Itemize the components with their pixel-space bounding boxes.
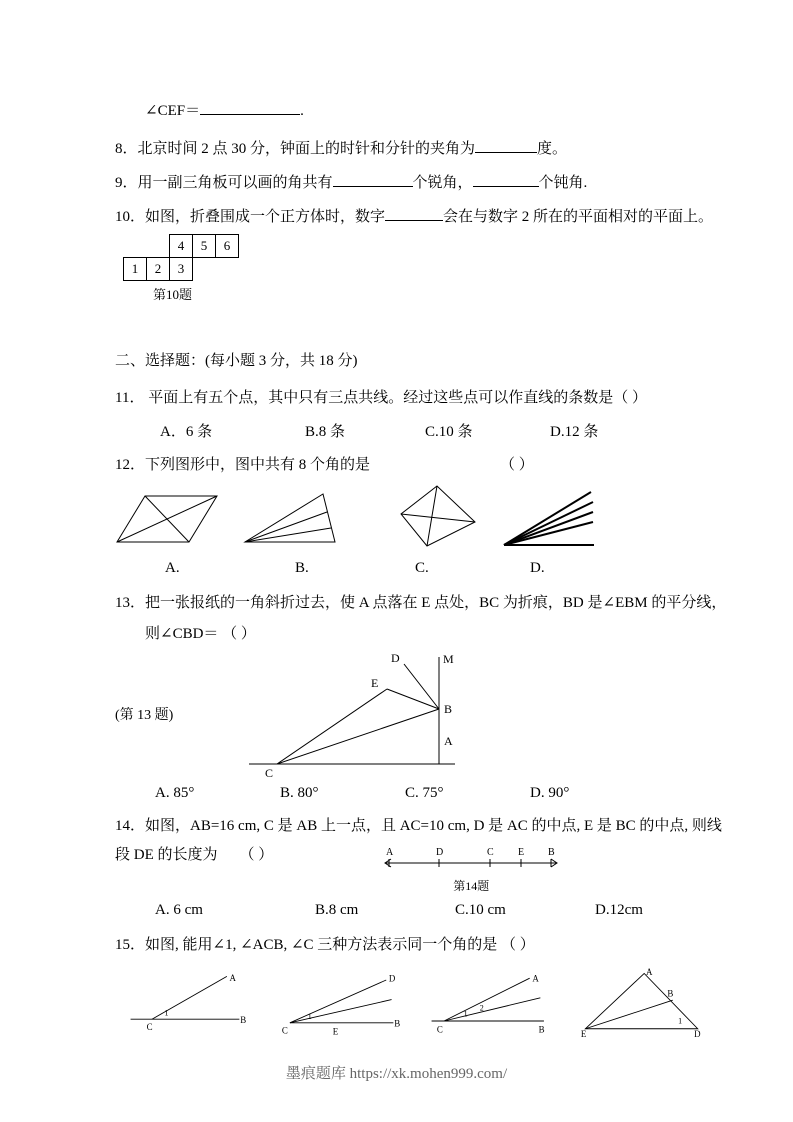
q10-figure-caption: 第10题 bbox=[153, 287, 193, 302]
q13-figure-caption: (第 13 题) bbox=[115, 708, 174, 723]
q14-option-b: B.8 cm bbox=[315, 902, 359, 918]
q15b-point-below: E bbox=[333, 1026, 339, 1037]
q7-period: . bbox=[300, 103, 304, 119]
q12-label-a: A. bbox=[165, 560, 180, 576]
q9-text-post: 个钝角. bbox=[538, 175, 588, 191]
q15d-angle-1: 1 bbox=[678, 1016, 683, 1026]
question-14-line2 bbox=[115, 845, 273, 866]
q9-text: 9．用一副三角板可以画的角共有 bbox=[115, 175, 333, 191]
net-cell-5: 5 bbox=[192, 234, 216, 258]
q9-answer-blank-1[interactable] bbox=[333, 172, 413, 187]
question-14-line1: 14．如图，AB=16 cm, C 是 AB 上一点，且 AC=10 cm, D 是 AC 的中点, E 是 BC 的中点, 则线 bbox=[115, 818, 722, 834]
q13-options bbox=[115, 785, 705, 802]
net-cell-2: 2 bbox=[146, 257, 170, 281]
q15a-point-vertex: C bbox=[146, 1021, 153, 1032]
q12-label-d: D. bbox=[530, 560, 545, 576]
q15b-point-vertex: C bbox=[282, 1025, 289, 1036]
cube-net-top-row bbox=[169, 234, 705, 258]
q14-text: 段 DE 的长度为 bbox=[115, 847, 218, 863]
q10-text: 10．如图，折叠围成一个正方体时，数字 bbox=[115, 209, 386, 225]
q15-figure-option-c bbox=[428, 967, 548, 1042]
net-cell-1: 1 bbox=[123, 257, 147, 281]
q11-option-b: B.8 条 bbox=[305, 424, 346, 440]
q15-figure-option-a bbox=[127, 967, 247, 1042]
q12-figure-d-ray-fan bbox=[501, 488, 597, 550]
q11-option-c: C.10 条 bbox=[425, 424, 473, 440]
q15d-point-right: D bbox=[694, 1028, 701, 1039]
q14-point-e: E bbox=[518, 847, 525, 858]
q8-text-post: 度。 bbox=[537, 141, 568, 157]
q14-point-a: A bbox=[386, 847, 394, 858]
q9-answer-blank-2[interactable] bbox=[473, 172, 539, 187]
q13-figure-row bbox=[115, 649, 705, 779]
q14-point-c: C bbox=[487, 847, 494, 858]
q15c-angle-2: 2 bbox=[479, 1003, 484, 1013]
question-7-blank-line bbox=[145, 100, 705, 122]
q12-figures bbox=[115, 484, 705, 550]
q12-figure-labels bbox=[115, 560, 705, 577]
q15a-angle-1: 1 bbox=[164, 1008, 169, 1018]
q14-point-d: D bbox=[436, 847, 444, 858]
q13-point-c: C bbox=[265, 766, 274, 779]
q14-option-d: D.12cm bbox=[595, 902, 643, 918]
q9-text-mid: 个锐角， bbox=[412, 175, 473, 191]
q11-option-a: A．6 条 bbox=[160, 424, 213, 440]
q15-figures bbox=[127, 962, 705, 1042]
question-12 bbox=[115, 455, 705, 476]
q15d-point-apex: A bbox=[646, 967, 653, 978]
net-cell-4: 4 bbox=[169, 234, 193, 258]
q14-option-a: A. 6 cm bbox=[155, 902, 203, 918]
q13-folded-paper-figure bbox=[239, 649, 479, 779]
q15c-point-right: B bbox=[538, 1024, 545, 1035]
q15-figure-option-b bbox=[281, 967, 401, 1042]
q13-option-b: B. 80° bbox=[280, 785, 319, 801]
q15a-point-top: A bbox=[229, 972, 236, 983]
q13-point-b: B bbox=[444, 702, 453, 716]
q13-point-a: A bbox=[444, 734, 453, 748]
q12-figure-b-triangle bbox=[243, 488, 339, 550]
q14-point-b: B bbox=[548, 847, 555, 858]
q10-text-post: 会在与数字 2 所在的平面相对的平面上。 bbox=[443, 209, 714, 225]
q14-second-line-row bbox=[115, 845, 705, 894]
q11-options bbox=[115, 420, 705, 441]
net-cell-6: 6 bbox=[215, 234, 239, 258]
q15-figure-option-d bbox=[580, 962, 705, 1042]
q13-point-m: M bbox=[443, 652, 454, 666]
q15c-point-vertex: C bbox=[436, 1024, 443, 1035]
q15b-point-top: D bbox=[389, 973, 396, 984]
q10-answer-blank[interactable] bbox=[385, 206, 443, 221]
question-9 bbox=[115, 172, 705, 194]
q15c-point-top: A bbox=[532, 973, 539, 984]
q8-answer-blank[interactable] bbox=[475, 138, 537, 153]
q7-label: ∠CEF＝ bbox=[145, 103, 201, 119]
q12-label-b: B. bbox=[295, 560, 309, 576]
q15d-point-left: E bbox=[581, 1028, 587, 1039]
q12-figure-a-parallelogram bbox=[115, 488, 221, 550]
q14-answer-bracket: （ ） bbox=[239, 847, 274, 863]
q11-option-d: D.12 条 bbox=[550, 424, 599, 440]
q8-text: 8．北京时间 2 点 30 分，钟面上的时针和分针的夹角为 bbox=[115, 141, 476, 157]
q15b-angle-1: 1 bbox=[308, 1012, 313, 1022]
q13-option-d: D. 90° bbox=[530, 785, 570, 801]
cube-net-bottom-row bbox=[123, 257, 705, 281]
q14-option-c: C.10 cm bbox=[455, 902, 506, 918]
q13-point-e: E bbox=[371, 676, 379, 690]
q13-point-d: D bbox=[391, 651, 400, 665]
q15c-angle-1: 1 bbox=[463, 1009, 468, 1019]
q14-options bbox=[115, 902, 705, 919]
watermark-footer: 墨痕题库 https://xk.mohen999.com/ bbox=[285, 1066, 508, 1082]
question-13-line1: 13．把一张报纸的一角斜折过去，使 A 点落在 E 点处，BC 为折痕，BD 是∠EBM 的平分线， bbox=[115, 595, 727, 611]
q15b-point-right: B bbox=[394, 1018, 401, 1029]
q12-text: 12．下列图形中，图中共有 8 个角的是 bbox=[115, 457, 371, 473]
cube-net-figure bbox=[123, 234, 705, 303]
question-10 bbox=[115, 206, 714, 228]
q14-segment-figure bbox=[381, 845, 561, 877]
q15a-point-right: B bbox=[240, 1014, 247, 1025]
net-cell-3: 3 bbox=[169, 257, 193, 281]
q14-figure bbox=[381, 845, 561, 894]
q13-option-c: C. 75° bbox=[405, 785, 444, 801]
q14-figure-caption: 第14题 bbox=[453, 879, 490, 893]
q12-label-c: C. bbox=[415, 560, 429, 576]
question-15: 15．如图, 能用∠1, ∠ACB, ∠C 三种方法表示同一个角的是 （ ） bbox=[115, 937, 535, 953]
question-11: 11． 平面上有五个点，其中只有三点共线。经过这些点可以作直线的条数是（ ） bbox=[115, 390, 647, 406]
question-13-line2: 则∠CBD＝ （ ） bbox=[145, 626, 256, 642]
q7-answer-blank[interactable] bbox=[200, 100, 300, 115]
question-8 bbox=[115, 138, 705, 160]
q13-option-a: A. 85° bbox=[155, 785, 195, 801]
section-2-title: 二、选择题：(每小题 3 分，共 18 分) bbox=[115, 353, 358, 369]
q12-figure-c-quadrilateral bbox=[399, 484, 479, 550]
q12-answer-bracket: （ ） bbox=[500, 457, 534, 473]
q15d-point-mid: B bbox=[667, 988, 674, 999]
